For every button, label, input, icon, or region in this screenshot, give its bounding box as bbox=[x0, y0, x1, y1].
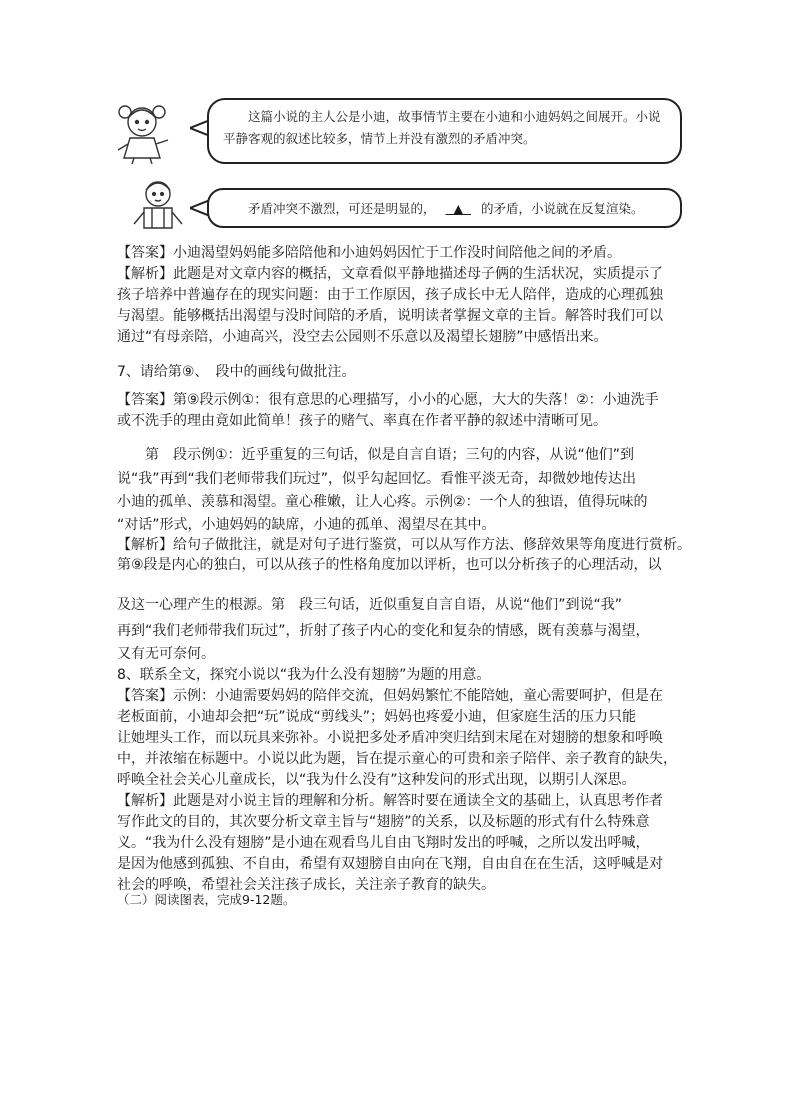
text-line: 社会的呼唤，希望社会关注孩子成长，关注亲子教育的缺失。 bbox=[117, 877, 495, 893]
text-line: 【解析】此题是对文章内容的概括，文章看似平静地描述母子俩的生活状况，实质提示了 bbox=[117, 266, 663, 282]
text-line: 【解析】此题是对小说主旨的理解和分析。解答时要在通读全文的基础上，认真思考作者 bbox=[117, 793, 663, 809]
text-line: 再到“我们老师带我们玩过”，折射了孩子内心的变化和复杂的情感，既有羡慕与渴望， bbox=[117, 623, 650, 639]
answer-block-4 bbox=[117, 592, 677, 896]
triangle-marker: ▲ bbox=[453, 201, 464, 216]
section-2-text: （二）阅读图表，完成9-12题。 bbox=[117, 892, 296, 907]
bubble2-text-before: 矛盾冲突不激烈，可还是明显的， bbox=[248, 201, 436, 216]
text-line: 小迪的孤单、羡慕和渴望。童心稚嫩，让人心疼。示例②：一个人的独语，值得玩味的 bbox=[117, 494, 648, 510]
question-7 bbox=[117, 362, 677, 383]
text-line: 第⑨段是内心的独白，可以从孩子的性格角度加以评析，也可以分析孩子的心理活动，以 bbox=[117, 556, 662, 573]
text-line: 【答案】小迪渴望妈妈能多陪陪他和小迪妈妈因忙于工作没时间陪他之间的矛盾。 bbox=[117, 245, 621, 261]
answer-block-1 bbox=[117, 243, 677, 348]
girl-cartoon-icon bbox=[112, 100, 184, 164]
text-line: 及这一心理产生的根源。第 段三句话，近似重复自言自语，从说“他们”到说“我” bbox=[117, 597, 623, 613]
speech-bubble-1: 这篇小说的主人公是小迪，故事情节主要在小迪和小迪妈妈之间展开。小说平静客观的叙述比较多，情节上并没有激烈的矛盾冲突。 bbox=[207, 98, 682, 164]
text-line: 【解析】给句子做批注，就是对句子进行鉴赏，可以从写作方法、修辞效果等角度进行赏析。 bbox=[117, 536, 691, 553]
text-line: 义。“我为什么没有翅膀”是小迪在观看鸟儿自由飞翔时发出的呼喊，之所以发出呼喊， bbox=[117, 835, 650, 851]
text-line: 中，并浓缩在标题中。小说以此为题，旨在提示童心的可贵和亲子陪伴、亲子教育的缺失， bbox=[117, 751, 677, 767]
text-line: “对话”形式，小迪妈妈的缺席，小迪的孤单、渴望尽在其中。 bbox=[117, 516, 496, 533]
text-line: 让她埋头工作，而以玩具来弥补。小说把多处矛盾冲突归结到末尾在对翅膀的想象和呼唤 bbox=[117, 730, 663, 746]
text-line: 说“我”再到“我们老师带我们玩过”，似乎勾起回忆。看惟平淡无奇，却微妙地传达出 bbox=[117, 470, 637, 487]
text-line: 与渴望。能够概括出渴望与没时间陪的矛盾，说明读者掌握文章的主旨。解答时我们可以 bbox=[117, 308, 663, 324]
text-line: 老板面前，小迪却会把“玩”说成“剪线头”；妈妈也疼爱小迪，但家庭生活的压力只能 bbox=[117, 709, 637, 725]
text-line: 是因为他感到孤独、不自由，希望有双翅膀自由向在飞翔，自由自在在生活，这呼喊是对 bbox=[117, 856, 663, 872]
bubble2-text-after: 的矛盾，小说就在反复渲染。 bbox=[481, 201, 644, 216]
text-line: 呼唤全社会关心儿童成长，以“我为什么没有”这种发问的形式出现，以期引人深思。 bbox=[117, 772, 636, 788]
text-line: 又有无可奈何。 bbox=[117, 646, 215, 662]
question-8-text: 8、联系全文，探究小说以“我为什么没有翅膀”为题的用意。 bbox=[117, 667, 491, 683]
text-line: 通过“有母亲陪，小迪高兴，没空去公园则不乐意以及渴望长翅膀”中感悟出来。 bbox=[117, 329, 608, 345]
speech-bubble-2 bbox=[207, 188, 682, 228]
text-line: 第 段示例①：近乎重复的三句话，似是自言自语；三句的内容，从说“他们”到 bbox=[145, 447, 635, 463]
text-line: 孩子培养中普遍存在的现实问题：由于工作原因，孩子成长中无人陪伴，造成的心理孤独 bbox=[117, 287, 663, 303]
text-line: 或不洗手的理由竟如此简单！孩子的赌气、率真在作者平静的叙述中清晰可见。 bbox=[117, 413, 607, 429]
answer-block-2 bbox=[117, 390, 677, 432]
text-line: 【答案】第⑨段示例①：很有意思的心理描写，小小的心愿，大大的失落！②：小迪洗手 bbox=[117, 392, 659, 408]
question-7-text: 7、请给第⑨、 段中的画线句做批注。 bbox=[117, 364, 356, 380]
text-line: 写作此文的目的，其次要分析文章主旨与“翅膀”的关系，以及标题的形式有什么特殊意 bbox=[117, 814, 650, 830]
section-2-heading bbox=[117, 889, 677, 910]
comic-figure bbox=[112, 90, 692, 236]
answer-block-3 bbox=[117, 444, 691, 575]
text-line: 【答案】示例：小迪需要妈妈的陪伴交流，但妈妈繁忙不能陪她，童心需要呵护，但是在 bbox=[117, 688, 663, 704]
boy-cartoon-icon bbox=[126, 176, 190, 234]
answer-blank bbox=[436, 201, 482, 216]
